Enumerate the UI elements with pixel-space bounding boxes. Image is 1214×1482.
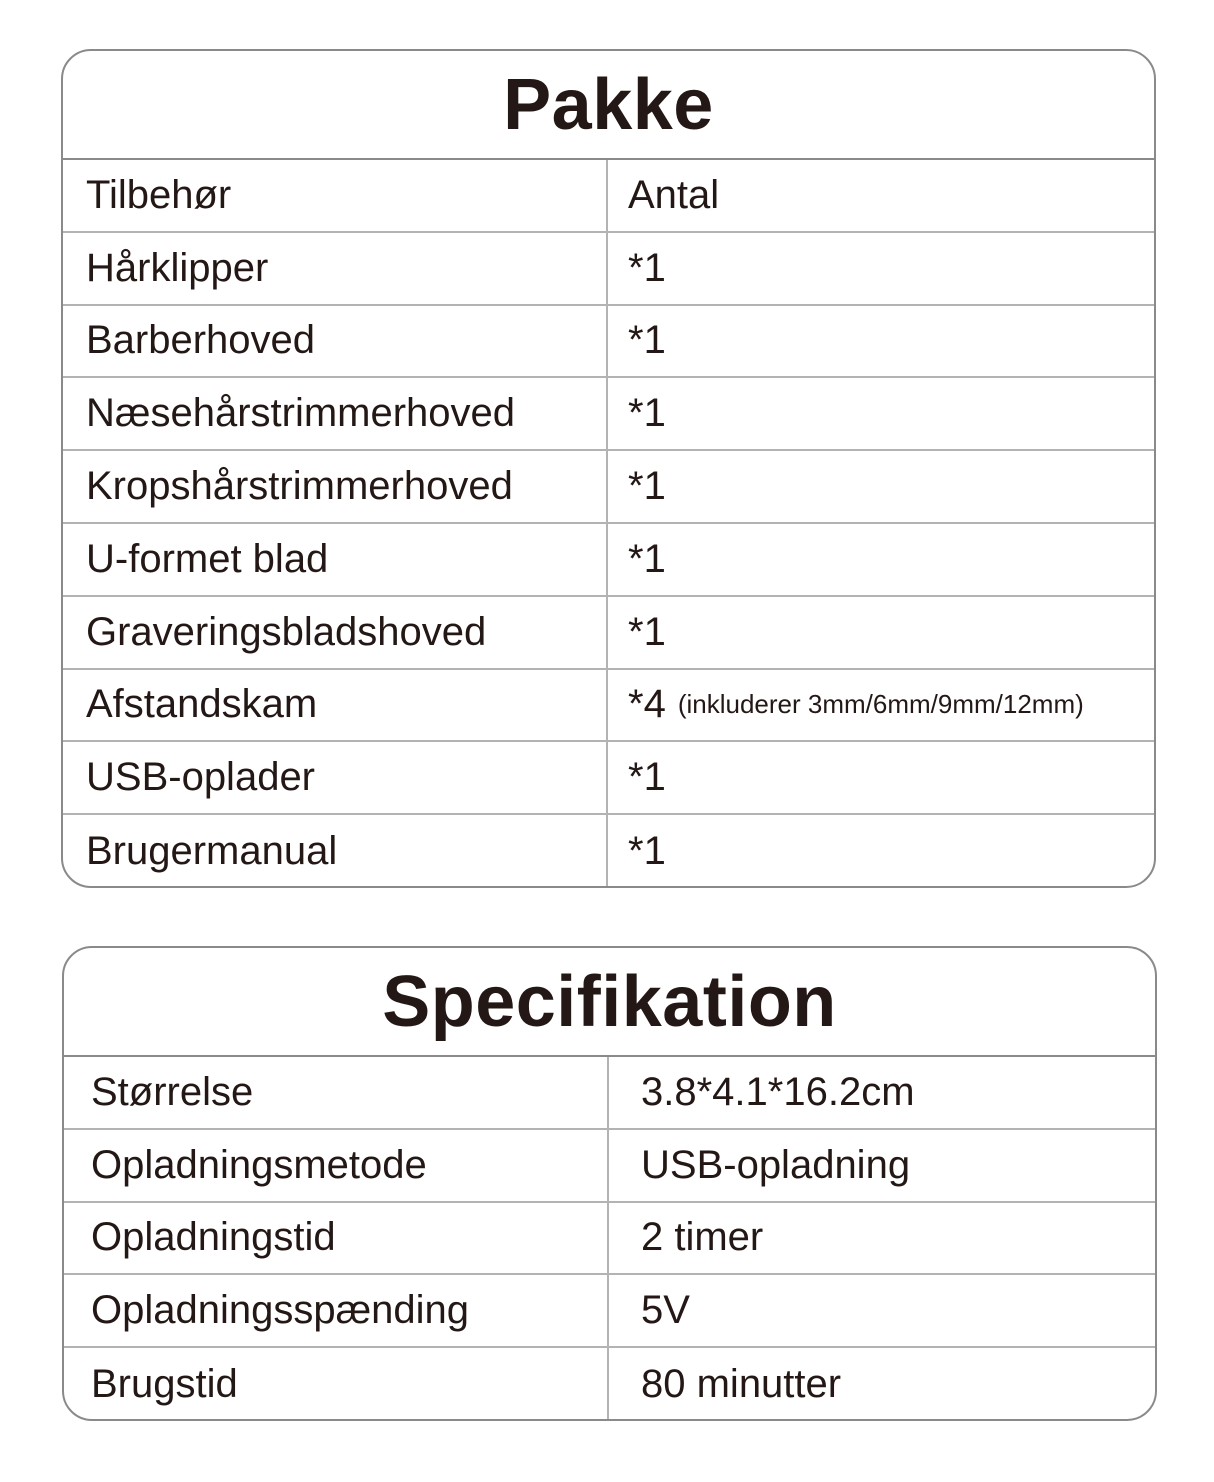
quantity-value: *1 [628, 245, 666, 290]
spec-label: Opladningstid [64, 1203, 609, 1274]
package-title: Pakke [63, 51, 1154, 160]
table-row [63, 524, 1154, 597]
specification-title: Specifikation [64, 948, 1155, 1057]
table-row [64, 1057, 1155, 1130]
table-row [63, 160, 1154, 233]
spec-label: Opladningsspænding [64, 1275, 609, 1346]
accessory-cell: USB-oplader [63, 742, 608, 813]
quantity-value: *1 [628, 829, 666, 874]
table-row [63, 742, 1154, 815]
spec-value: 5V [641, 1288, 690, 1333]
table-row [63, 670, 1154, 743]
accessory-cell: Barberhoved [63, 306, 608, 377]
quantity-value: Antal [628, 172, 720, 217]
quantity-cell [608, 233, 1154, 304]
specification-table [62, 946, 1157, 1421]
quantity-value: *1 [628, 536, 666, 581]
quantity-value: *1 [628, 391, 666, 436]
accessory-cell: Brugermanual [63, 815, 608, 888]
table-row [64, 1130, 1155, 1203]
spec-label: Opladningsmetode [64, 1130, 609, 1201]
quantity-value: *1 [628, 755, 666, 800]
table-row [64, 1275, 1155, 1348]
accessory-cell: Tilbehør [63, 160, 608, 231]
quantity-value: *4 [628, 682, 666, 727]
quantity-value: *1 [628, 464, 666, 509]
quantity-cell [608, 160, 1154, 231]
accessory-cell: Kropshårstrimmerhoved [63, 451, 608, 522]
accessory-cell: Næsehårstrimmerhoved [63, 378, 608, 449]
spec-value: USB-opladning [641, 1142, 911, 1187]
quantity-value: *1 [628, 318, 666, 363]
quantity-cell [608, 524, 1154, 595]
quantity-cell [608, 597, 1154, 668]
package-table [61, 49, 1156, 888]
quantity-cell [608, 670, 1154, 741]
quantity-cell [608, 378, 1154, 449]
table-row [63, 815, 1154, 888]
quantity-cell [608, 742, 1154, 813]
table-row [63, 378, 1154, 451]
table-row [63, 306, 1154, 379]
table-row [63, 597, 1154, 670]
spec-value: 2 timer [641, 1215, 764, 1260]
spec-label: Brugstid [64, 1348, 609, 1421]
table-row [63, 233, 1154, 306]
quantity-cell [608, 815, 1154, 888]
quantity-cell [608, 306, 1154, 377]
quantity-cell [608, 451, 1154, 522]
accessory-cell: Hårklipper [63, 233, 608, 304]
spec-value: 80 minutter [641, 1362, 842, 1407]
table-row [64, 1203, 1155, 1276]
accessory-cell: Graveringsbladshoved [63, 597, 608, 668]
table-row [63, 451, 1154, 524]
accessory-cell: U-formet blad [63, 524, 608, 595]
quantity-value: *1 [628, 609, 666, 654]
spec-value: 3.8*4.1*16.2cm [641, 1069, 915, 1114]
accessory-cell: Afstandskam [63, 670, 608, 741]
spec-label: Størrelse [64, 1057, 609, 1128]
table-row [64, 1348, 1155, 1421]
quantity-note: (inkluderer 3mm/6mm/9mm/12mm) [677, 689, 1084, 720]
